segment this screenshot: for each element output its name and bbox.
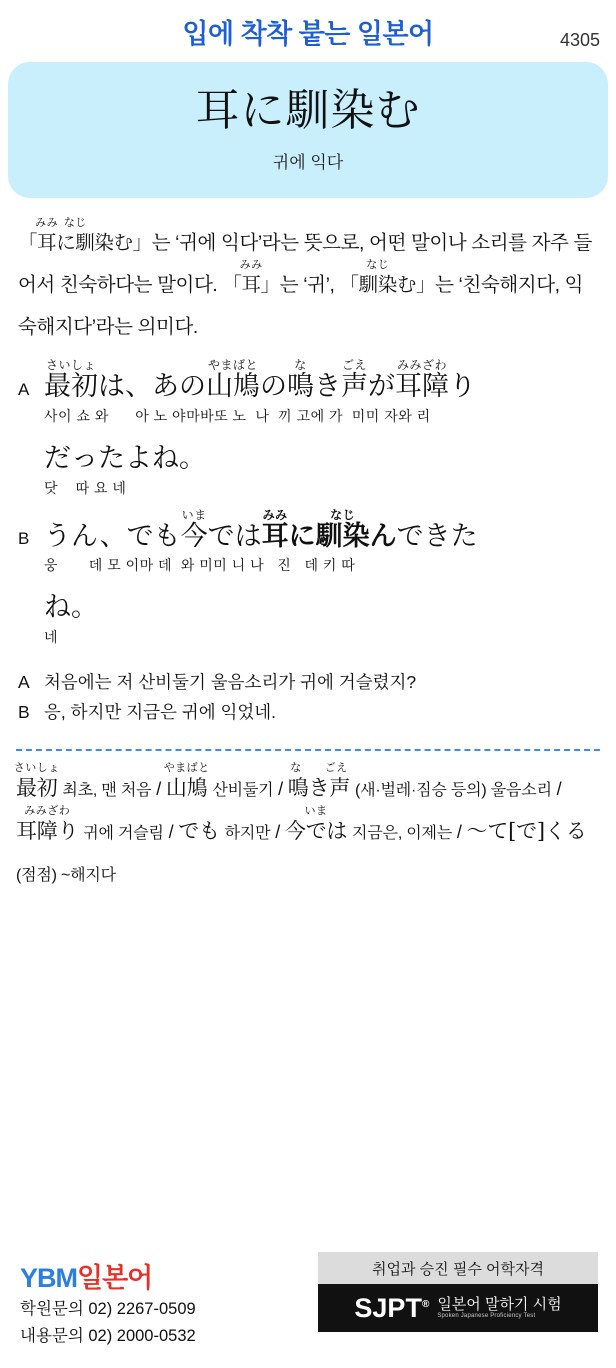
dialogue-romanization-a-1: 사이 쇼 와 아 노 야마바또 노 나 끼 고에 가 미미 자와 리 (44, 407, 431, 424)
translation-speaker-a: A (18, 672, 30, 692)
sjpt-registered-icon: ® (421, 1298, 430, 1310)
sjpt-wordmark (354, 1293, 429, 1324)
dialogue-romanization-b-2: 네 (44, 629, 59, 645)
vocab-separator-5: / (275, 822, 281, 842)
dialogue-japanese-a-1: さいしょ 最初 は、あの やまばと 山鳩 の な 鳴 き ごえ 声 が みみざわ 耳障 り (44, 358, 476, 402)
speaker-label-b: B (18, 529, 30, 549)
page-number: 4305 (559, 30, 600, 50)
ybm-logo (20, 1256, 152, 1295)
sjpt-wordmark-text: SJPT (354, 1292, 422, 1323)
sjpt-subtitle (437, 1297, 561, 1319)
vocab-headword-nakigoe: な ごえ 鳴き声 (287, 762, 351, 800)
vocab-meaning-yamabato: 산비둘기 (212, 782, 274, 799)
dialogue-japanese-b-2: ね。 (44, 592, 98, 624)
vocab-headword-tekuru: 〜て[で]くる (466, 819, 587, 843)
dialogue-romanization-b-1: 웅 데 모 이마 데 와 미미 니 나 진 데 키 따 (44, 557, 356, 574)
expression-korean: 귀에 익다 (272, 152, 344, 172)
ybm-logo-kr: 일본어 (77, 1263, 153, 1293)
sjpt-tagline: 취업과 승진 필수 어학자격 (318, 1252, 598, 1284)
dialogue-line-a (18, 358, 598, 498)
translation-speaker-b: B (18, 702, 30, 722)
sjpt-ad-banner[interactable] (318, 1252, 598, 1334)
vocab-separator-4: / (168, 822, 174, 842)
explanation-paragraph: 「 みみ 耳 なじ に馴 染む」는 ‘귀에 익다’라는 뜻으로, 어떤 말이나 소리를 자주 들어서 친숙하다는 말이다. 「 みみ 耳 」는 ‘귀’, 「 なじ 馴染 む」는 ‘친숙해지다, 익숙해지다’라는 의미다. (18, 217, 592, 338)
speaker-label-a: A (18, 379, 30, 399)
contact-info (20, 1296, 196, 1350)
vocab-meaning-demo: 하지만 (224, 825, 271, 842)
vocab-headword-saisho: さいしょ 最初 (13, 762, 60, 800)
translation-text-b: 응, 하지만 지금은 귀에 익었네. (44, 702, 277, 722)
ruby-najimu: なじ 馴染 (358, 259, 397, 296)
page-footer (0, 1248, 616, 1368)
ruby-mimi: みみ 耳 (35, 217, 59, 254)
page-header (0, 0, 616, 62)
dialogue-section (18, 358, 598, 647)
sjpt-subtitle-en: Spoken Japanese Proficiency Test (437, 1312, 536, 1319)
page-title: 입에 착착 붙는 일본어 (182, 18, 434, 49)
vocab-separator-1: / (156, 779, 162, 799)
dialogue-romanization-a-2: 닷 따 요 네 (44, 479, 127, 496)
dialogue-japanese-b-1: うん、でも いま 今 では みみ 耳 に なじ 馴染 んできた (44, 507, 478, 552)
ruby-mimi-2: みみ 耳 (239, 259, 263, 296)
vocab-headword-demo: でも (178, 819, 220, 843)
vocab-meaning-tekuru: (점점) ~해지다 (16, 867, 116, 884)
sjpt-subtitle-ko: 일본어 말하기 시험 (437, 1295, 562, 1313)
vocab-separator-6: / (456, 822, 462, 842)
ybm-logo-en: YBM (20, 1263, 77, 1293)
vocab-separator-3: / (556, 779, 562, 799)
vocab-meaning-mimizawari: 귀에 거슬림 (83, 825, 164, 842)
dialogue-japanese-a-2: だったよね。 (44, 442, 206, 474)
vocabulary-section (13, 762, 600, 896)
title-band (8, 62, 608, 198)
vocab-meaning-imadewa: 지금은, 이제는 (352, 825, 453, 842)
contact-line-2: 내용문의 02) 2000-0532 (20, 1327, 196, 1345)
vocab-meaning-saisho: 최초, 맨 처음 (62, 782, 152, 799)
translation-row-b (18, 697, 598, 727)
dialogue-line-b (18, 507, 598, 648)
translation-text-a: 처음에는 저 산비둘기 울음소리가 귀에 거슬렸지? (44, 672, 417, 692)
vocab-headword-mimizawari: みみざわ 耳障り (16, 805, 79, 843)
vocab-separator-2: / (278, 779, 283, 799)
section-divider (16, 749, 600, 751)
vocab-headword-yamabato: やまばと 山鳩 (163, 762, 210, 800)
sjpt-logo-bar (318, 1284, 598, 1332)
contact-line-1: 학원문의 02) 2267-0509 (20, 1300, 196, 1318)
vocab-headword-imadewa: いま 今では (284, 805, 348, 843)
ruby-naji: なじ に馴 (56, 217, 95, 254)
vocab-meaning-nakigoe: (새·벌레·짐승 등의) 울음소리 (355, 782, 552, 799)
translation-row-a (18, 667, 598, 697)
expression-japanese: 耳に馴染む (195, 85, 421, 137)
translation-section (18, 667, 598, 727)
